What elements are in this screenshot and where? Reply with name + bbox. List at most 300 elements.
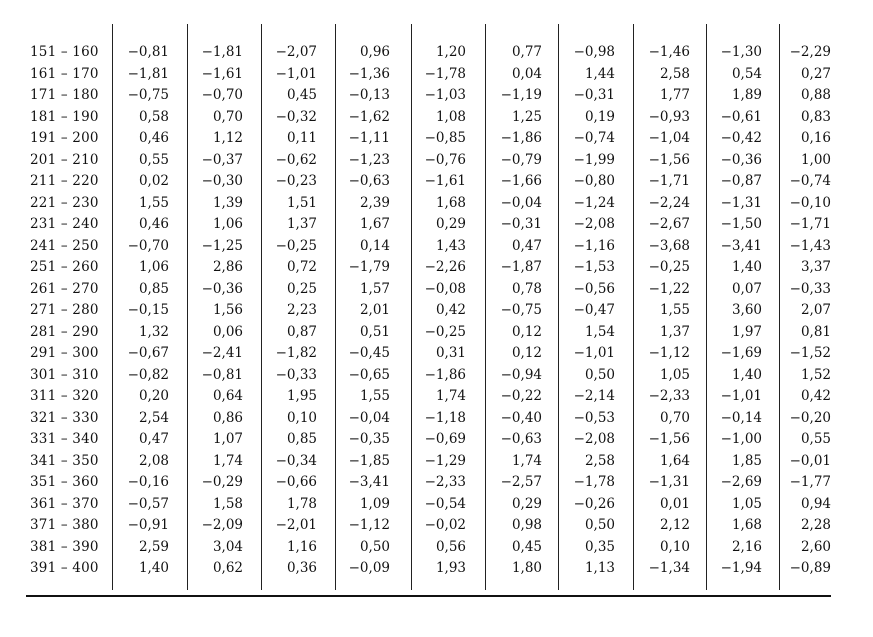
table-cell: 0,85 [286,431,317,447]
table-row [0,365,873,385]
table-cell: −0,25 [424,323,466,340]
table-cell: −1,61 [424,173,466,189]
table-cell: 2,58 [659,65,690,82]
table-cell: 2,86 [212,259,243,275]
table-cell: −1,79 [348,259,390,275]
table-cell: −0,66 [275,474,317,490]
table-cell: 0,04 [511,65,542,82]
row-range-label: 201 – 210 [30,151,99,168]
table-cell: −1,29 [424,452,466,469]
table-cell: 1,43 [435,237,466,254]
table-cell: 0,45 [286,87,317,103]
table-cell: −0,94 [500,366,542,383]
table-cell: −2,69 [720,474,762,490]
table-cell: −1,53 [573,259,615,275]
table-cell: 1,05 [659,366,690,383]
table-cell: 1,55 [659,302,690,318]
table-cell: −0,01 [789,452,831,469]
table-cell: −2,14 [573,388,615,404]
table-cell: −1,03 [424,87,466,103]
row-range-label: 301 – 310 [30,366,99,383]
table-cell: −0,13 [348,87,390,103]
table-cell: 0,01 [659,495,690,512]
table-cell: −1,62 [348,108,390,125]
table-cell: 0,55 [800,431,831,447]
table-row [0,386,873,406]
table-cell: 1,68 [731,517,762,533]
table-cell: 0,46 [138,130,169,146]
table-cell: 3,04 [212,538,243,555]
table-row [0,322,873,342]
table-cell: 1,77 [659,87,690,103]
table-cell: −2,33 [424,474,466,490]
table-cell: 1,40 [731,259,762,275]
table-cell: −1,00 [720,431,762,447]
table-cell: −1,94 [720,560,762,576]
table-cell: −1,01 [573,345,615,361]
table-row [0,343,873,363]
table-cell: 2,16 [731,538,762,555]
table-cell: 1,07 [212,431,243,447]
table-cell: −0,82 [127,366,169,383]
table-cell: 1,95 [286,388,317,404]
table-cell: −0,33 [275,366,317,383]
table-cell: 1,13 [584,560,615,576]
table-cell: −0,25 [275,237,317,254]
table-cell: −0,75 [500,302,542,318]
table-cell: 0,47 [511,237,542,254]
table-cell: −1,69 [720,345,762,361]
table-cell: 0,36 [286,560,317,576]
table-cell: −1,25 [201,237,243,254]
table-cell: 1,39 [212,194,243,211]
table-cell: −1,56 [648,431,690,447]
table-cell: 1,68 [435,194,466,211]
table-cell: −0,20 [789,409,831,426]
table-cell: 1,40 [138,560,169,576]
table-cell: −1,82 [275,345,317,361]
row-range-label: 341 – 350 [30,452,99,469]
table-cell: 1,37 [286,216,317,232]
row-range-label: 151 – 160 [30,44,99,60]
table-cell: 0,58 [138,108,169,125]
table-cell: −2,08 [573,216,615,232]
table-cell: 1,74 [212,452,243,469]
table-cell: 1,52 [800,366,831,383]
table-cell: 0,10 [659,538,690,555]
table-cell: −0,67 [127,345,169,361]
row-range-label: 221 – 230 [30,194,99,211]
row-range-label: 191 – 200 [30,130,99,146]
table-cell: 1,09 [359,495,390,512]
table-cell: −0,62 [275,151,317,168]
table-cell: −1,61 [201,65,243,82]
table-cell: −0,35 [348,431,390,447]
table-cell: −0,61 [720,108,762,125]
table-cell: 1,40 [731,366,762,383]
table-cell: −1,36 [348,65,390,82]
table-cell: 0,64 [212,388,243,404]
table-cell: 0,19 [584,108,615,125]
table-cell: −1,04 [648,130,690,146]
table-cell: −1,71 [789,216,831,232]
table-cell: 0,51 [359,323,390,340]
table-cell: 0,54 [731,65,762,82]
table-cell: −0,29 [201,474,243,490]
table-cell: 0,47 [138,431,169,447]
row-range-label: 171 – 180 [30,87,99,103]
table-cell: −1,01 [720,388,762,404]
table-cell: −1,12 [348,517,390,533]
table-cell: −2,41 [201,345,243,361]
table-row [0,537,873,557]
table-cell: −1,24 [573,194,615,211]
table-cell: 2,28 [800,517,831,533]
row-range-label: 231 – 240 [30,216,99,232]
table-cell: −1,23 [348,151,390,168]
table-cell: 0,55 [138,151,169,168]
table-cell: 2,08 [138,452,169,469]
table-cell: −2,26 [424,259,466,275]
row-range-label: 391 – 400 [30,560,99,576]
table-cell: 1,89 [731,87,762,103]
table-cell: 1,06 [138,259,169,275]
table-cell: −0,54 [424,495,466,512]
table-cell: −0,31 [573,87,615,103]
table-cell: −2,01 [275,517,317,533]
table-cell: −0,02 [424,517,466,533]
table-cell: 0,20 [138,388,169,404]
table-cell: −0,74 [573,130,615,146]
table-cell: −1,71 [648,173,690,189]
table-cell: −0,85 [424,130,466,146]
table-cell: −0,80 [573,173,615,189]
table-cell: −0,56 [573,280,615,297]
row-range-label: 381 – 390 [30,538,99,555]
table-cell: 0,77 [511,44,542,60]
table-cell: 0,81 [800,323,831,340]
table-cell: −0,47 [573,302,615,318]
table-cell: 1,51 [286,194,317,211]
table-cell: 0,70 [212,108,243,125]
table-cell: 1,58 [212,495,243,512]
table-cell: 1,06 [212,216,243,232]
table-cell: −2,57 [500,474,542,490]
table-row [0,558,873,578]
table-cell: −0,69 [424,431,466,447]
table-cell: 1,64 [659,452,690,469]
table-cell: 0,62 [212,560,243,576]
row-range-label: 361 – 370 [30,495,99,512]
table-row [0,107,873,127]
table-cell: 2,59 [138,538,169,555]
table-cell: 0,50 [359,538,390,555]
table-cell: 0,42 [435,302,466,318]
table-cell: −0,91 [127,517,169,533]
table-cell: −2,29 [789,44,831,60]
table-cell: −0,93 [648,108,690,125]
table-cell: 1,25 [511,108,542,125]
table-cell: 0,88 [800,87,831,103]
table-row [0,300,873,320]
table-cell: 1,16 [286,538,317,555]
table-cell: 0,72 [286,259,317,275]
table-row [0,451,873,471]
table-cell: 2,58 [584,452,615,469]
table-cell: 2,23 [286,302,317,318]
table-cell: −1,30 [720,44,762,60]
table-cell: 1,67 [359,216,390,232]
table-cell: 0,10 [286,409,317,426]
table-cell: 0,11 [286,130,317,146]
table-row [0,128,873,148]
table-cell: −0,16 [127,474,169,490]
table-cell: −0,81 [127,44,169,60]
table-cell: 0,96 [359,44,390,60]
table-cell: −1,78 [573,474,615,490]
table-cell: 0,31 [435,345,466,361]
table-cell: −0,25 [648,259,690,275]
table-cell: −0,23 [275,173,317,189]
table-cell: −0,37 [201,151,243,168]
table-cell: 0,06 [212,323,243,340]
table-cell: −2,67 [648,216,690,232]
table-cell: 1,85 [731,452,762,469]
table-cell: −0,04 [348,409,390,426]
row-range-label: 371 – 380 [30,517,99,533]
table-row [0,429,873,449]
table-cell: −1,87 [500,259,542,275]
table-cell: −1,31 [648,474,690,490]
table-cell: 0,27 [800,65,831,82]
table-cell: −0,70 [127,237,169,254]
table-row [0,214,873,234]
table-cell: 0,25 [286,280,317,297]
table-cell: 0,85 [138,280,169,297]
table-row [0,494,873,514]
table-cell: 1,56 [212,302,243,318]
table-cell: −0,04 [500,194,542,211]
table-cell: 0,35 [584,538,615,555]
bottom-rule [26,595,831,597]
table-cell: 0,16 [800,130,831,146]
table-cell: −0,65 [348,366,390,383]
table-cell: 0,45 [511,538,542,555]
table-cell: −0,42 [720,130,762,146]
row-range-label: 241 – 250 [30,237,99,254]
table-cell: 1,08 [435,108,466,125]
table-row [0,193,873,213]
table-cell: −0,22 [500,388,542,404]
table-cell: 0,14 [359,237,390,254]
table-cell: −0,40 [500,409,542,426]
table-cell: 1,32 [138,323,169,340]
table-cell: −2,33 [648,388,690,404]
table-row [0,279,873,299]
table-cell: −1,52 [789,345,831,361]
table-cell: 0,83 [800,108,831,125]
row-range-label: 261 – 270 [30,280,99,297]
table-cell: −0,70 [201,87,243,103]
table-cell: −0,33 [789,280,831,297]
table-cell: −1,12 [648,345,690,361]
table-cell: −0,81 [201,366,243,383]
table-cell: −2,24 [648,194,690,211]
table-cell: 0,70 [659,409,690,426]
table-cell: 1,74 [435,388,466,404]
table-row [0,408,873,428]
table-cell: −1,11 [348,130,390,146]
table-cell: 2,60 [800,538,831,555]
table-cell: 1,54 [584,323,615,340]
table-cell: 2,39 [359,194,390,211]
table-cell: 1,44 [584,65,615,82]
table-cell: −1,01 [275,65,317,82]
table-row [0,150,873,170]
table-cell: −0,34 [275,452,317,469]
table-cell: 0,98 [511,517,542,533]
table-cell: −0,57 [127,495,169,512]
table-cell: −1,81 [127,65,169,82]
table-cell: −0,32 [275,108,317,125]
table-row [0,85,873,105]
table-cell: −3,68 [648,237,690,254]
row-range-label: 321 – 330 [30,409,99,426]
table-cell: −2,09 [201,517,243,533]
table-cell: 1,78 [286,495,317,512]
table-row [0,42,873,62]
table-cell: −0,10 [789,194,831,211]
table-cell: −0,89 [789,560,831,576]
table-cell: 0,56 [435,538,466,555]
table-cell: 1,55 [138,194,169,211]
table-cell: 1,55 [359,388,390,404]
table-cell: −0,14 [720,409,762,426]
table-cell: −1,85 [348,452,390,469]
table-cell: 0,02 [138,173,169,189]
table-cell: 0,50 [584,517,615,533]
table-cell: 0,50 [584,366,615,383]
table-cell: 0,12 [511,323,542,340]
table-cell: −0,53 [573,409,615,426]
table-cell: −1,86 [424,366,466,383]
row-range-label: 181 – 190 [30,108,99,125]
row-range-label: 281 – 290 [30,323,99,340]
table-cell: 1,00 [800,151,831,168]
table-cell: −0,63 [500,431,542,447]
table-cell: −1,16 [573,237,615,254]
table-cell: −0,76 [424,151,466,168]
table-cell: −1,46 [648,44,690,60]
table-cell: −0,31 [500,216,542,232]
table-cell: −1,86 [500,130,542,146]
table-cell: −1,99 [573,151,615,168]
table-cell: 2,12 [659,517,690,533]
table-row [0,171,873,191]
table-cell: −1,43 [789,237,831,254]
table-cell: 0,78 [511,280,542,297]
table-cell: 0,42 [800,388,831,404]
table-cell: 0,87 [286,323,317,340]
table-cell: −1,31 [720,194,762,211]
table-cell: −0,30 [201,173,243,189]
table-cell: 0,94 [800,495,831,512]
table-cell: −0,09 [348,560,390,576]
table-cell: 0,12 [511,345,542,361]
table-cell: −1,22 [648,280,690,297]
table-cell: −1,34 [648,560,690,576]
table-cell: −1,66 [500,173,542,189]
table-cell: 1,20 [435,44,466,60]
table-cell: −2,08 [573,431,615,447]
table-cell: −0,08 [424,280,466,297]
table-cell: −0,15 [127,302,169,318]
row-range-label: 331 – 340 [30,431,99,447]
table-cell: −1,78 [424,65,466,82]
table-row [0,515,873,535]
table-cell: 2,01 [359,302,390,318]
table-cell: 1,12 [212,130,243,146]
table-cell: 1,37 [659,323,690,340]
table-cell: 0,07 [731,280,762,297]
table-cell: −0,36 [720,151,762,168]
table-cell: 0,46 [138,216,169,232]
row-range-label: 251 – 260 [30,259,99,275]
table-cell: 1,93 [435,560,466,576]
table-cell: −1,81 [201,44,243,60]
table-row [0,64,873,84]
table-cell: 0,29 [435,216,466,232]
table-cell: 1,57 [359,280,390,297]
table-cell: −0,36 [201,280,243,297]
table-row [0,472,873,492]
table-row [0,236,873,256]
table-cell: −0,98 [573,44,615,60]
table-cell: −3,41 [720,237,762,254]
table-cell: 2,07 [800,302,831,318]
table-cell: −3,41 [348,474,390,490]
table-cell: 1,74 [511,452,542,469]
table-cell: −1,77 [789,474,831,490]
table-cell: −0,79 [500,151,542,168]
row-range-label: 161 – 170 [30,65,99,82]
table-cell: −0,63 [348,173,390,189]
table-cell: −1,19 [500,87,542,103]
table-cell: 0,86 [212,409,243,426]
table-cell: 3,60 [731,302,762,318]
table-cell: −1,56 [648,151,690,168]
table-cell: 1,05 [731,495,762,512]
table-cell: −2,07 [275,44,317,60]
table-cell: −1,18 [424,409,466,426]
row-range-label: 311 – 320 [30,388,99,404]
table-cell: 0,29 [511,495,542,512]
table-row [0,257,873,277]
table-cell: −0,75 [127,87,169,103]
table-cell: −0,26 [573,495,615,512]
table-cell: −0,87 [720,173,762,189]
row-range-label: 351 – 360 [30,474,99,490]
table-cell: 3,37 [800,259,831,275]
row-range-label: 291 – 300 [30,345,99,361]
table-cell: −1,50 [720,216,762,232]
table-cell: −0,45 [348,345,390,361]
table-cell: −0,74 [789,173,831,189]
row-range-label: 271 – 280 [30,302,99,318]
table-cell: 2,54 [138,409,169,426]
table-cell: 1,80 [511,560,542,576]
row-range-label: 211 – 220 [30,173,99,189]
